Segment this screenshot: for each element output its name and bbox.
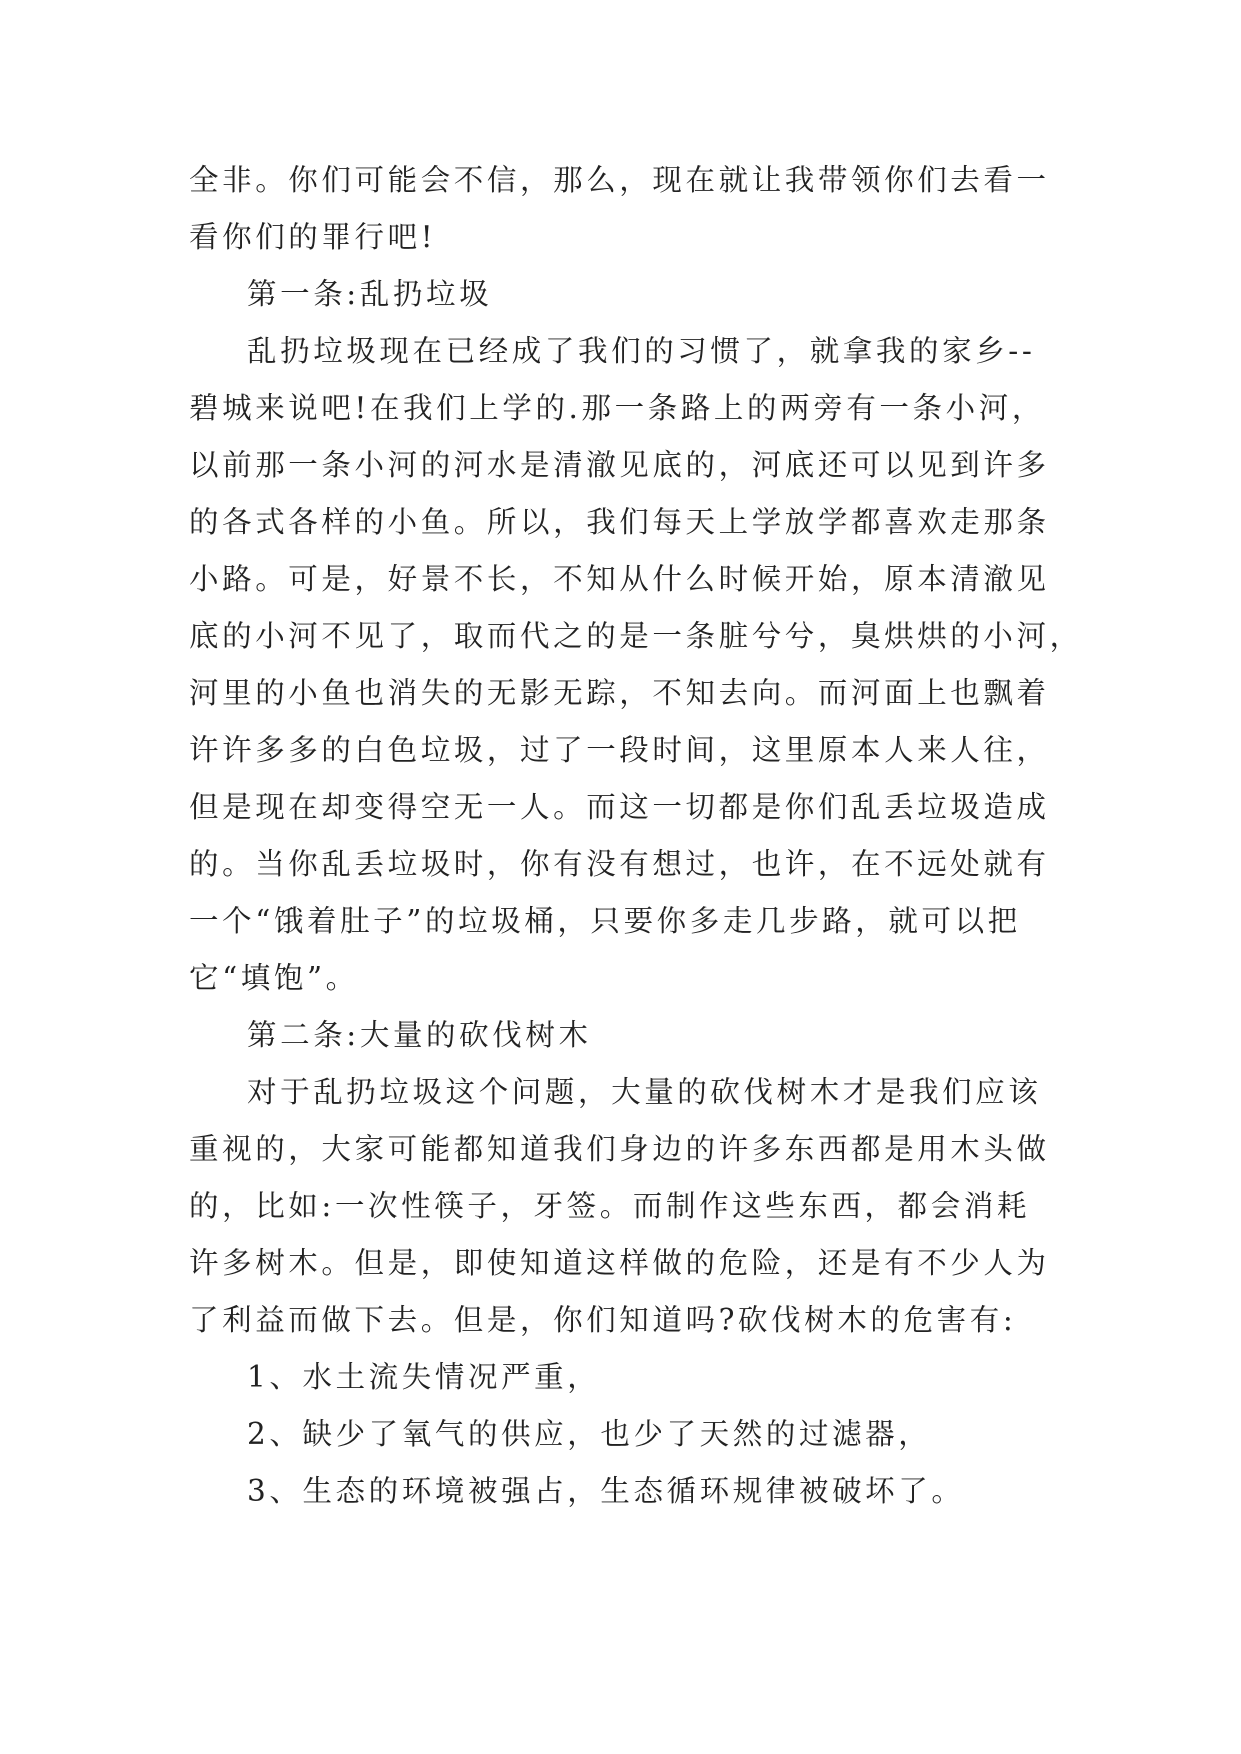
text-line: 第二条:大量的砍伐树木 [247,1018,592,1052]
text-line: 一个“饿着肚子”的垃圾桶，只要你多走几步路，就可以把 [189,904,1021,938]
text-line: 河里的小鱼也消失的无影无踪，不知去向。而河面上也飘着 [189,676,1050,710]
list-item-3 [189,1463,1062,1520]
text-line: 2、缺少了氧气的供应，也少了天然的过滤器， [247,1417,932,1451]
text-line: 小路。可是，好景不长，不知从什么时候开始，原本清澈见 [189,562,1050,596]
text-line: 许多树木。但是，即使知道这样做的危险，还是有不少人为 [189,1246,1050,1280]
section-heading-1 [189,266,1062,323]
list-item-2 [189,1406,1062,1463]
text-line: 了利益而做下去。但是，你们知道吗?砍伐树木的危害有: [189,1303,1017,1337]
text-line: 全非。你们可能会不信，那么，现在就让我带领你们去看一 [189,163,1050,197]
text-line: 底的小河不见了，取而代之的是一条脏兮兮，臭烘烘的小河， [189,619,1083,653]
text-line: 的各式各样的小鱼。所以，我们每天上学放学都喜欢走那条 [189,505,1050,539]
text-line: 许许多多的白色垃圾，过了一段时间，这里原本人来人往， [189,733,1050,767]
section-heading-2 [189,1007,1062,1064]
text-line: 3、生态的环境被强占，生态循环规律被破坏了。 [247,1474,965,1508]
text-line: 第一条:乱扔垃圾 [247,277,493,311]
text-line: 看你们的罪行吧! [189,220,437,254]
document-body [189,152,1083,1520]
text-line: 碧城来说吧!在我们上学的.那一条路上的两旁有一条小河， [189,391,1045,425]
text-line: 1、水土流失情况严重， [247,1360,601,1394]
paragraph-body-1 [189,323,1083,1007]
list-item-1 [189,1349,1062,1406]
text-line: 重视的，大家可能都知道我们身边的许多东西都是用木头做 [189,1132,1050,1166]
paragraph-body-2 [189,1064,1062,1349]
text-line: 的。当你乱丢垃圾时，你有没有想过，也许，在不远处就有 [189,847,1050,881]
paragraph-intro [189,152,1062,266]
text-line: 它“填饱”。 [189,961,359,995]
text-line: 的，比如:一次性筷子，牙签。而制作这些东西，都会消耗 [189,1189,1031,1223]
text-line: 以前那一条小河的河水是清澈见底的，河底还可以见到许多 [189,448,1050,482]
text-line: 乱扔垃圾现在已经成了我们的习惯了，就拿我的家乡-- [247,334,1036,368]
text-line: 但是现在却变得空无一人。而这一切都是你们乱丢垃圾造成 [189,790,1050,824]
text-line: 对于乱扔垃圾这个问题，大量的砍伐树木才是我们应该 [247,1075,1042,1109]
